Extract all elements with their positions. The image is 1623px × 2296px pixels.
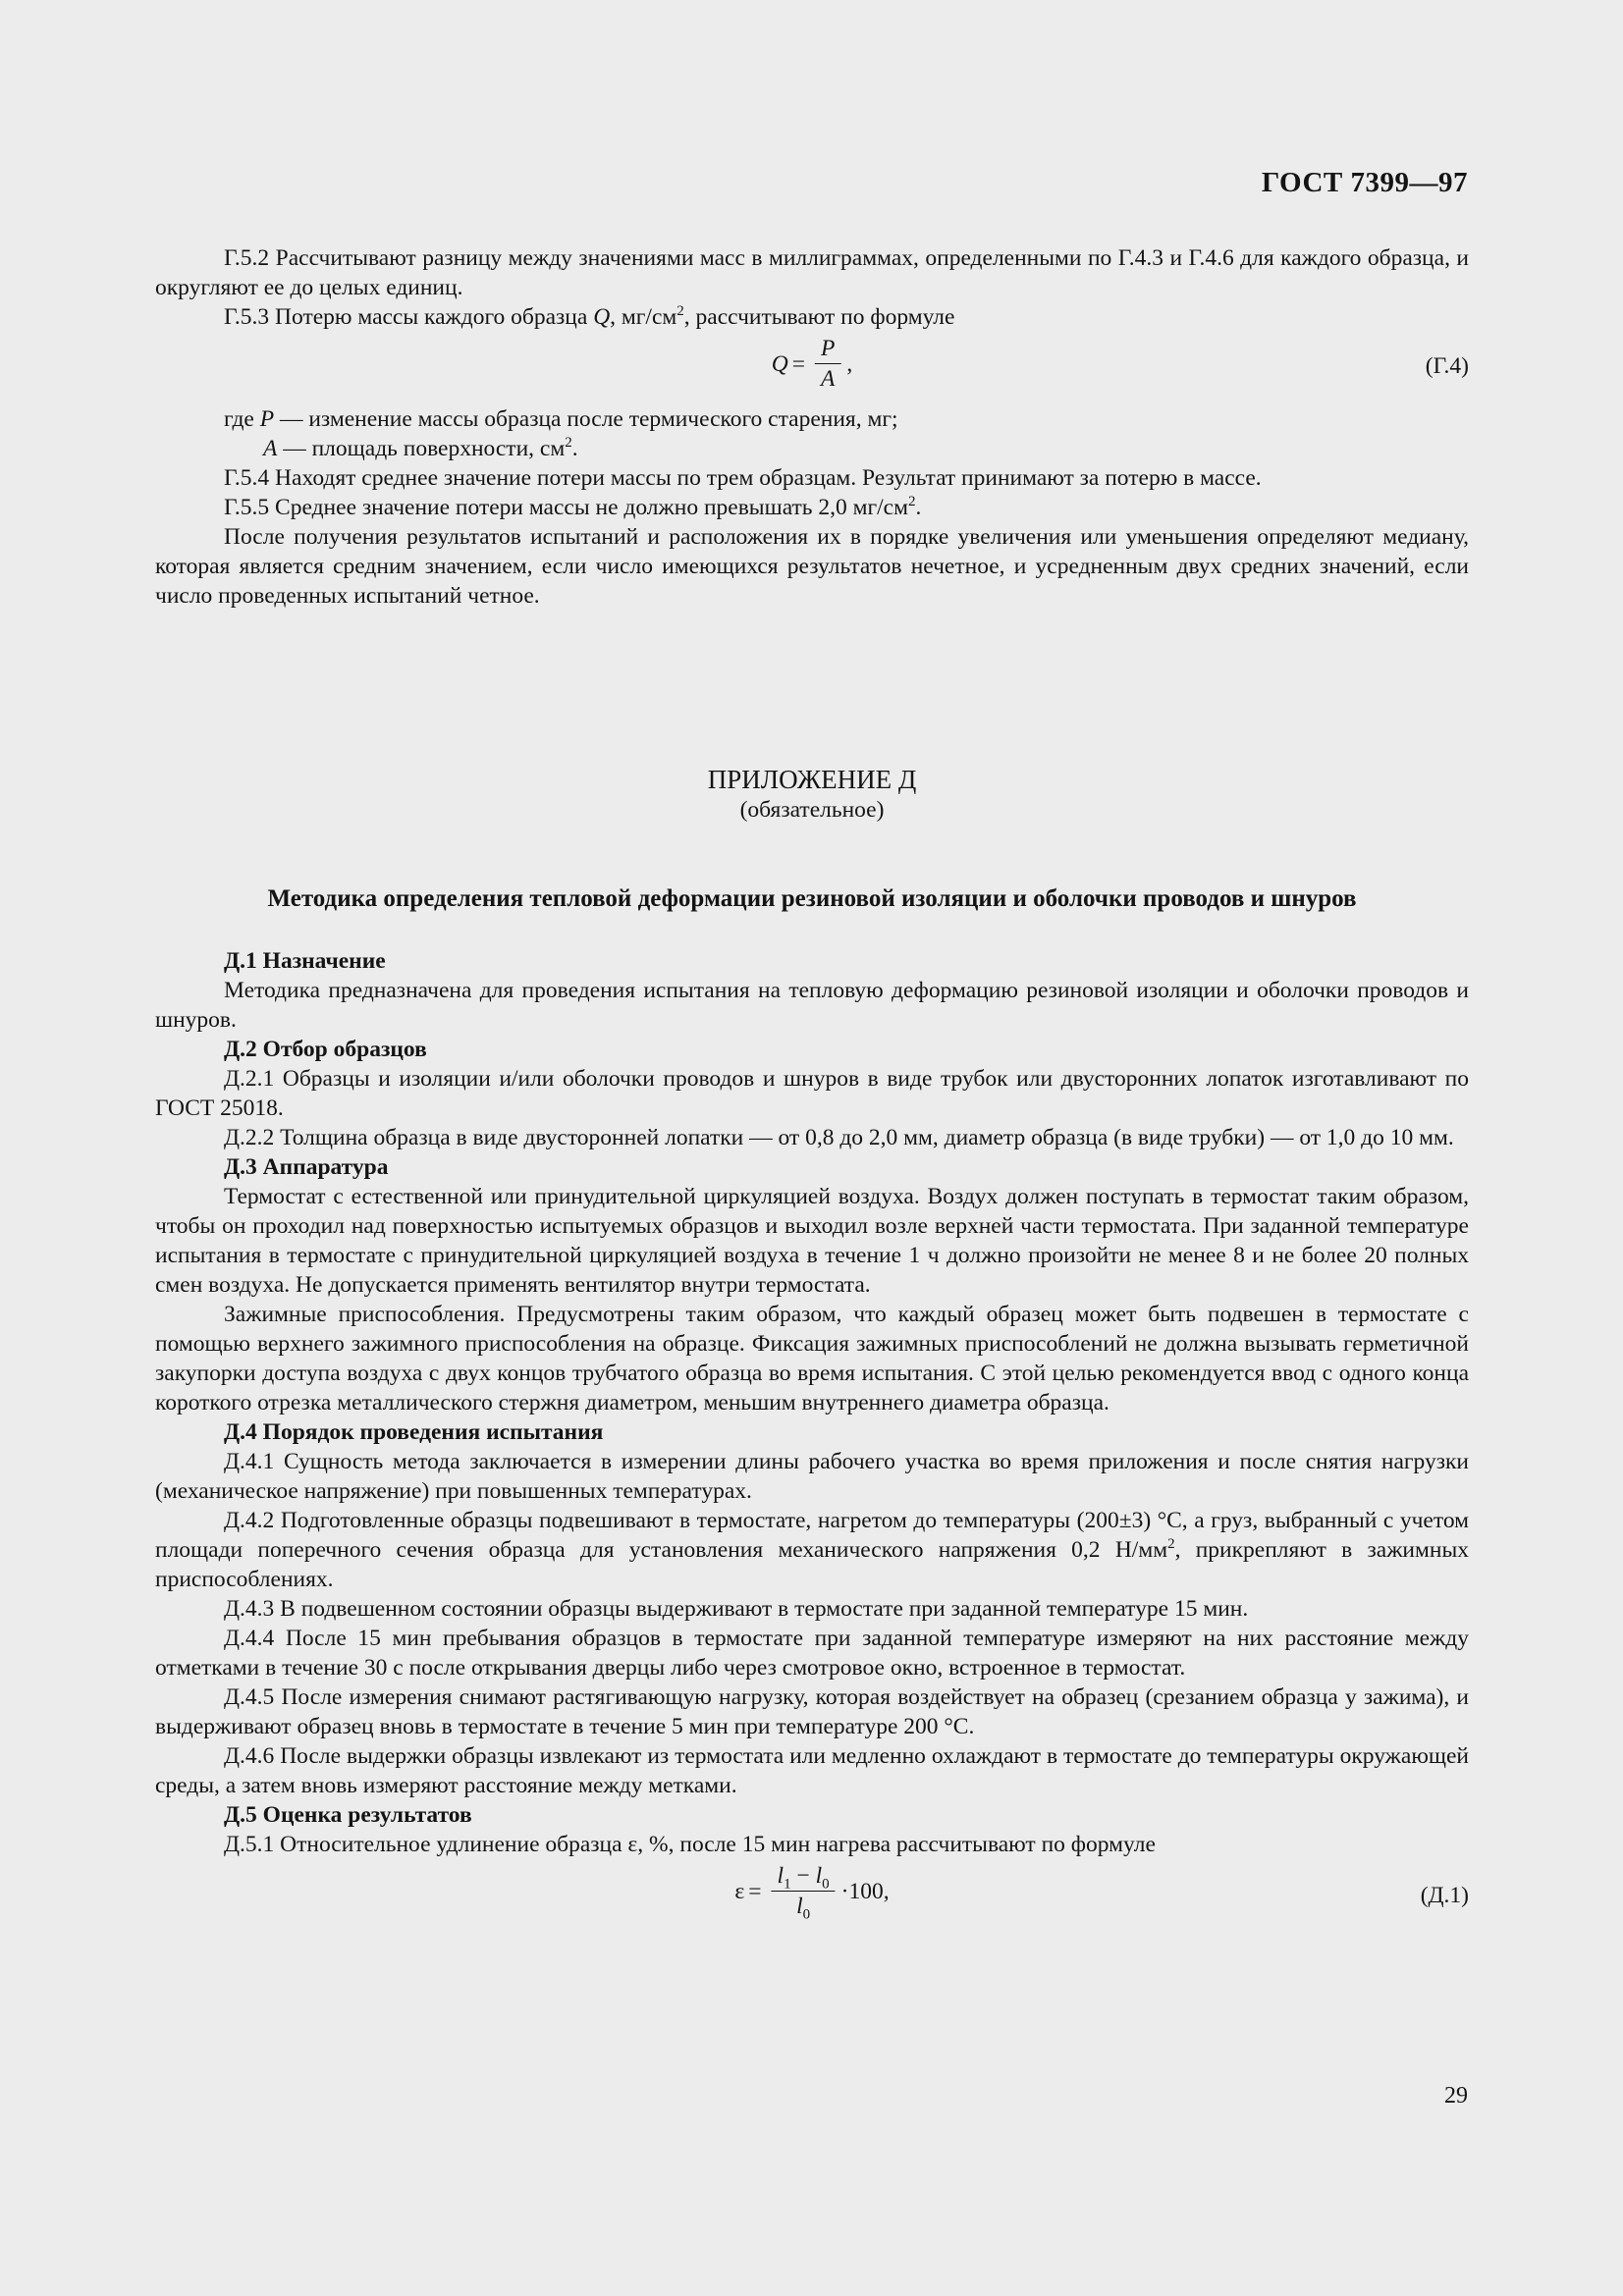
formula-g4 bbox=[155, 332, 1469, 404]
heading-d2: Д.2 Отбор образцов bbox=[224, 1037, 427, 1062]
paragraph-d3-clamps: Зажимные приспособления. Предусмотрены таким образом, что каждый образец может быть подвешен в термостате с помощью верхнего зажимного приспособления на образце. Фиксация зажимных приспособлений не должна вызывать герметичной закупорки доступа воздуха с двух концов трубчатого образца во время испытания. С этой целью рекомендуется ввод с одного конца короткого отрезка металлического стержня диаметром, меньшим внутреннего диаметра образца. bbox=[155, 1302, 1469, 1415]
paragraph-d46: Д.4.6 После выдержки образцы извлекают из термостата или медленно охлаждают в термостате до температуры окружающей среды, а затем вновь измеряют расстояние между метками. bbox=[155, 1743, 1469, 1798]
paragraph-g55: Г.5.5 Среднее значение потери массы не должно превышать 2,0 $мг/см^2$. bbox=[224, 494, 922, 520]
method-title: Методика определения тепловой деформации резиновой изоляции и оболочки проводов и шнуров bbox=[267, 885, 1357, 912]
paragraph-d42: Д.4.2 Подготовленные образцы подвешивают в термостате, нагретом до температуры (200±3) °С, а груз, выбранный с учетом площади поперечного сечения образца для установления механического напряжения 0,2 $Н/мм^2$, прикрепляют в зажимных приспособлениях. bbox=[155, 1508, 1469, 1592]
heading-d1: Д.1 Назначение bbox=[224, 948, 386, 974]
paragraph-g52: Г.5.2 Рассчитывают разницу между значениями масс в миллиграммах, определенными по Г.4.3 и Г.4.6 для каждого образца, и округляют ее до целых единиц. bbox=[155, 245, 1469, 300]
section-d bbox=[155, 946, 1469, 1938]
paragraph-d43: Д.4.3 В подвешенном состоянии образцы выдерживают в термостате при заданной температуре 15 мин. bbox=[224, 1596, 1249, 1622]
formula-d1-fraction: $\frac{l_1 - l_0}{l_0}$ bbox=[772, 1861, 836, 1921]
paragraph-d44: Д.4.4 После 15 мин пребывания образцов в термостате при заданной температуре измеряют на них расстояние между отметками в течение 30 с после открывания дверцы либо через смотровое окно, встроенное в термостат. bbox=[155, 1626, 1469, 1681]
where-p: где P — изменение массы образца после термического старения, мг; bbox=[224, 406, 898, 432]
section-g5 bbox=[155, 243, 1469, 611]
heading-d3: Д.3 Аппаратура bbox=[224, 1154, 389, 1180]
page-number: 29 bbox=[1444, 2083, 1468, 2109]
heading-d4: Д.4 Порядок проведения испытания bbox=[224, 1419, 604, 1445]
appendix-heading bbox=[155, 764, 1469, 825]
formula-d1-number: (Д.1) bbox=[1420, 1883, 1469, 1908]
document-code-header: ГОСТ 7399—97 bbox=[1261, 167, 1468, 198]
paragraph-d21: Д.2.1 Образцы и изоляции и/или оболочки проводов и шнуров в виде трубок или двусторонних лопаток изготавливают по ГОСТ 25018. bbox=[155, 1066, 1469, 1121]
paragraph-d45: Д.4.5 После измерения снимают растягивающую нагрузку, которая воздействует на образец (срезанием образца у зажима), и выдерживают образец вновь в термостате в течение 5 мин при температуре 200 °С. bbox=[155, 1684, 1469, 1739]
paragraph-g54: Г.5.4 Находят среднее значение потери массы по трем образцам. Результат принимают за потерю в массе. bbox=[224, 465, 1262, 491]
formula-g4-number: (Г.4) bbox=[1425, 353, 1469, 379]
paragraph-g53: Г.5.3 Потерю массы каждого образца Q, $мг/см^2$, рассчитывают по формуле bbox=[224, 303, 955, 330]
formula-g4-fraction: $\frac{P}{A}$ bbox=[815, 334, 840, 394]
appendix-title: ПРИЛОЖЕНИЕ Д bbox=[707, 765, 917, 794]
formula-d1 bbox=[155, 1859, 1469, 1938]
formula-g4-expression: Q = $\frac{P}{A}$ , bbox=[771, 336, 853, 392]
paragraph-d41: Д.4.1 Сущность метода заключается в измерении длины рабочего участка во время приложения и после снятия нагрузки (механическое напряжение) при повышенных температурах. bbox=[155, 1449, 1469, 1504]
paragraph-d51: Д.5.1 Относительное удлинение образца ε, %, после 15 мин нагрева рассчитывают по формуле bbox=[224, 1832, 1156, 1857]
paragraph-d3-thermostat: Термостат с естественной или принудительной циркуляцией воздуха. Воздух должен поступать в термостат таким образом, чтобы он проходил над поверхностью испытуемых образцов и выходил возле верхней части термостата. При заданной температуре испытания в термостате с принудительной циркуляцией воздуха в течение 1 ч должно произойти не менее 8 и не более 20 полных смен воздуха. Не допускается применять вентилятор внутри термостата. bbox=[155, 1184, 1469, 1298]
appendix-subtitle: (обязательное) bbox=[739, 797, 885, 823]
formula-d1-expression: ε = $\frac{l_1 - l_0}{l_0}$ ·100 , bbox=[734, 1863, 890, 1923]
paragraph-d22: Д.2.2 Толщина образца в виде двусторонней лопатки — от 0,8 до 2,0 мм, диаметр образца (в виде трубки) — от 1,0 до 10 мм. bbox=[224, 1125, 1454, 1150]
paragraph-median: После получения результатов испытаний и расположения их в порядке увеличения или уменьшения определяют медиану, которая является средним значением, если число имеющихся результатов нечетное, и усредненным двух средних значений, если число проведенных испытаний четное. bbox=[155, 524, 1469, 609]
heading-d5: Д.5 Оценка результатов bbox=[224, 1802, 472, 1828]
where-a: A — площадь поверхности, $см^2$. bbox=[263, 435, 578, 461]
paragraph-d1: Методика предназначена для проведения испытания на тепловую деформацию резиновой изоляции и оболочки проводов и шнуров. bbox=[155, 978, 1469, 1033]
